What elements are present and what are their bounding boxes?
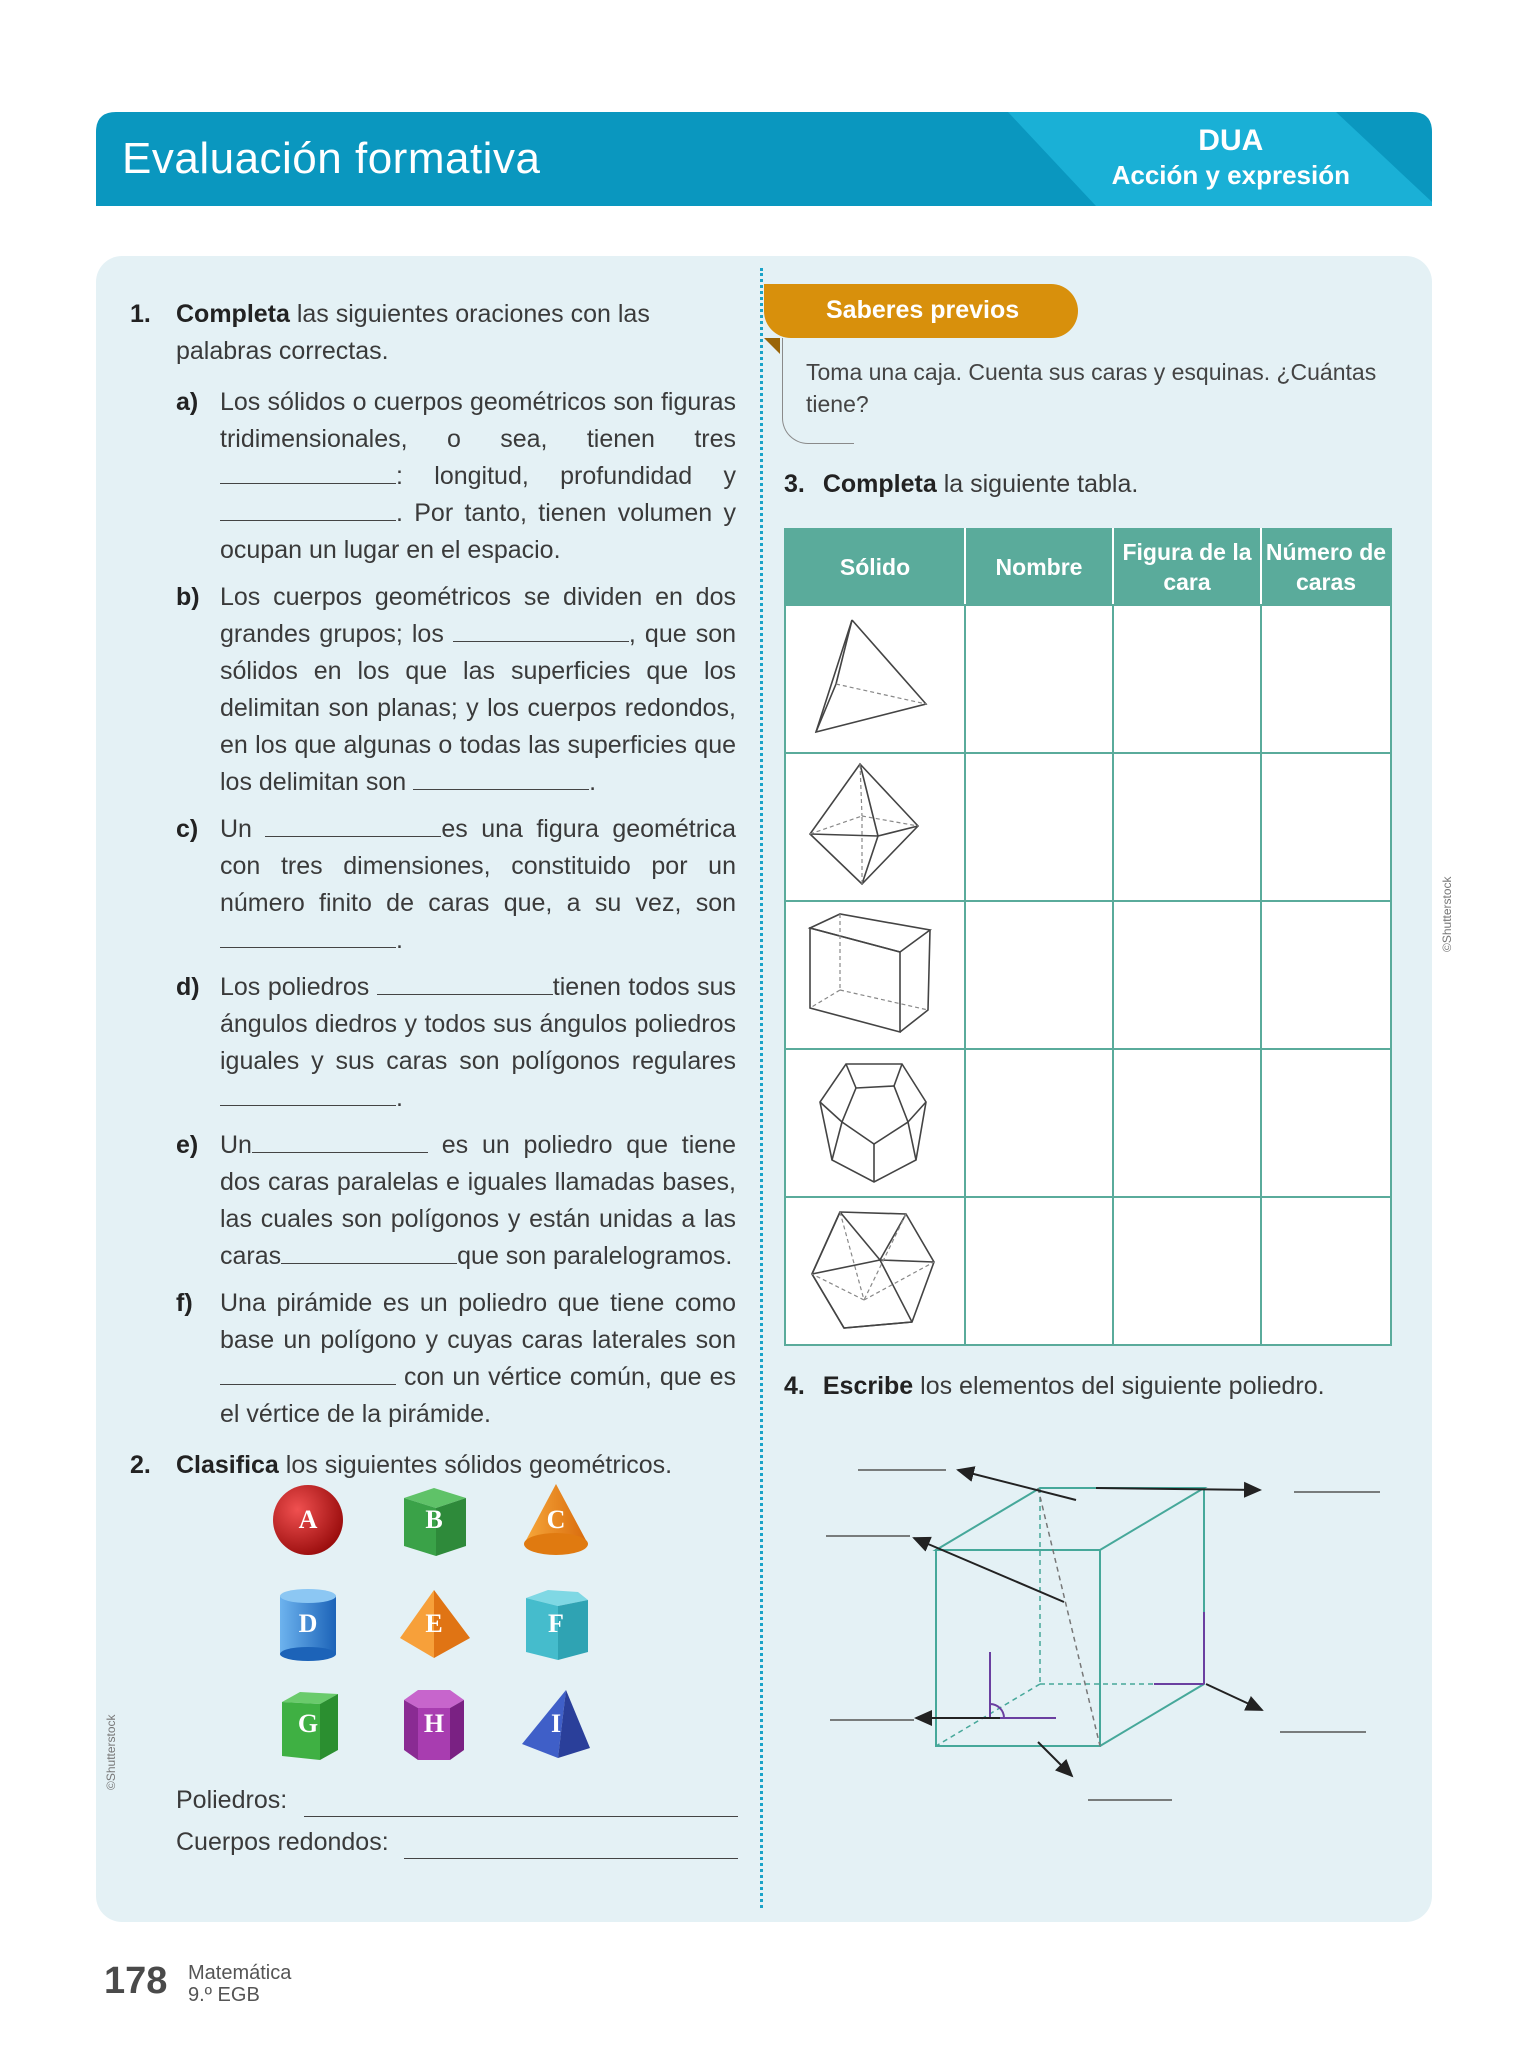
solid-e-pyramid <box>396 1586 472 1662</box>
saberes-previos-text: Toma una caja. Cuenta sus caras y esquinas. ¿Cuántas tiene? <box>806 359 1377 417</box>
question-1-text: las siguientes oraciones con las palabras correctas. <box>176 300 650 365</box>
solid-label: I <box>550 1709 562 1738</box>
question-3-heading <box>784 470 1138 499</box>
item-text: . <box>396 926 403 954</box>
dua-subtitle: Acción y expresión <box>1111 160 1350 190</box>
item-text: Un <box>220 815 266 843</box>
answer-cell[interactable] <box>965 1197 1113 1345</box>
solid-label: H <box>423 1709 445 1738</box>
answer-cell[interactable] <box>1113 1049 1261 1197</box>
answer-blank[interactable] <box>252 1129 428 1153</box>
answer-blank[interactable] <box>220 460 396 484</box>
answer-cell[interactable] <box>1113 753 1261 901</box>
solid-g-prism <box>270 1686 346 1762</box>
answer-cell[interactable] <box>1261 753 1391 901</box>
tetrahedron-drawing <box>800 612 950 742</box>
solid-h-prism <box>396 1686 472 1762</box>
item-text: . Por tanto, tienen volumen y ocupan un lugar en el espacio. <box>220 499 736 564</box>
answer-blank[interactable] <box>377 971 553 995</box>
solid-image-icosahedron <box>785 1197 965 1345</box>
redondos-answer-row <box>176 1828 389 1857</box>
dua-label: DUA <box>1198 124 1264 157</box>
question-4-heading <box>784 1372 1325 1401</box>
question-3-text: la siguiente tabla. <box>936 470 1139 498</box>
item-text: tienen todos sus ángulos diedros y todos sus ángulos poliedros iguales y sus caras son polígonos regulares <box>220 973 736 1075</box>
item-letter: b) <box>176 583 200 611</box>
item-text: . <box>589 768 597 796</box>
solid-label: C <box>546 1505 566 1534</box>
answer-blank[interactable] <box>220 1082 396 1106</box>
question-1-heading <box>130 296 736 370</box>
question-4-text: los elementos del siguiente poliedro. <box>913 1372 1325 1400</box>
item-letter: e) <box>176 1131 199 1159</box>
icosahedron-drawing <box>800 1204 950 1334</box>
solid-c-cone <box>518 1482 594 1558</box>
question-1b <box>130 579 736 801</box>
answer-cell[interactable] <box>1261 1197 1391 1345</box>
left-column <box>130 296 736 1484</box>
image-credit-left: ©Shutterstock <box>104 1714 118 1790</box>
answer-blank[interactable] <box>220 497 396 521</box>
solid-image-cube <box>785 901 965 1049</box>
item-text: Los cuerpos geométricos se dividen en dos grandes grupos; los <box>220 583 736 648</box>
question-1-number: 1. <box>130 300 151 328</box>
redondos-answer-line[interactable] <box>404 1858 738 1859</box>
item-text: que son paralelogramos. <box>457 1242 733 1270</box>
page-number: 178 <box>104 1960 168 2002</box>
question-3-number: 3. <box>784 470 805 498</box>
subject-name: Matemática <box>188 1962 292 1984</box>
question-2-heading <box>130 1447 736 1484</box>
table-header-row <box>785 529 1391 605</box>
question-2-text: los siguientes sólidos geométricos. <box>278 1451 673 1479</box>
answer-cell[interactable] <box>1261 1049 1391 1197</box>
column-divider <box>760 268 763 1908</box>
item-text: : longitud, profundidad y <box>396 462 736 490</box>
question-1d <box>130 969 736 1117</box>
grade-level: 9.º EGB <box>188 1984 260 2006</box>
footer-subject <box>188 1962 291 2006</box>
poliedros-answer-line[interactable] <box>304 1816 738 1817</box>
answer-cell[interactable] <box>1113 605 1261 753</box>
answer-cell[interactable] <box>965 753 1113 901</box>
solid-i-pyramid <box>518 1686 594 1762</box>
column-header-numero: Número de caras <box>1261 529 1391 605</box>
solids-table <box>784 528 1392 1346</box>
dua-badge <box>1112 124 1350 191</box>
answer-cell[interactable] <box>965 605 1113 753</box>
question-2-number: 2. <box>130 1451 151 1479</box>
item-text: es un poliedro que tiene dos caras paralelas e iguales llamadas bases, las cuales son polígonos y están unidas a las caras <box>220 1131 736 1270</box>
solid-a-sphere <box>270 1482 346 1558</box>
header-banner <box>96 112 1432 206</box>
answer-cell[interactable] <box>1261 901 1391 1049</box>
question-2-verb: Clasifica <box>176 1451 279 1479</box>
table-row <box>785 753 1391 901</box>
answer-blank[interactable] <box>281 1240 457 1264</box>
item-text: es una figura geométrica con tres dimensiones, constituido por un número finito de caras que, a su vez, son <box>220 815 736 917</box>
answer-cell[interactable] <box>965 1049 1113 1197</box>
table-row <box>785 1049 1391 1197</box>
table-row <box>785 1197 1391 1345</box>
item-text: con un vértice común, que es el vértice de la pirámide. <box>220 1363 736 1428</box>
question-4-verb: Escribe <box>822 1372 914 1400</box>
cube-drawing <box>800 908 950 1038</box>
solid-b-cube <box>396 1482 472 1558</box>
solid-label: E <box>425 1609 443 1638</box>
column-header-solido: Sólido <box>785 529 965 605</box>
column-header-nombre: Nombre <box>965 529 1113 605</box>
answer-cell[interactable] <box>1113 1197 1261 1345</box>
question-1a <box>130 384 736 569</box>
table-row <box>785 605 1391 753</box>
question-1e <box>130 1127 736 1275</box>
solid-label: D <box>298 1609 318 1638</box>
answer-cell[interactable] <box>1113 901 1261 1049</box>
solid-image-dodecahedron <box>785 1049 965 1197</box>
answer-blank[interactable] <box>220 924 396 948</box>
solid-d-cylinder <box>270 1586 346 1662</box>
solids-grid <box>270 1482 600 1762</box>
item-text: Un <box>220 1131 252 1159</box>
dodecahedron-drawing <box>800 1056 950 1186</box>
question-4-number: 4. <box>784 1372 805 1400</box>
polyhedron-elements-diagram <box>790 1440 1380 1830</box>
solid-label: B <box>425 1505 443 1534</box>
item-text: Los sólidos o cuerpos geométricos son figuras tridimensionales, o sea, tienen tres <box>220 388 736 453</box>
answer-blank[interactable] <box>453 618 629 642</box>
saberes-corner <box>764 338 780 354</box>
redondos-label: Cuerpos redondos: <box>176 1828 389 1856</box>
solid-label: F <box>548 1609 564 1638</box>
solid-f-prism <box>518 1586 594 1662</box>
solid-label: A <box>298 1505 318 1534</box>
item-text: , que son sólidos en los que las superficies que los delimitan son planas; y los cuerpos redondos, en los que algunas o todas las superficies que los delimitan son <box>220 620 737 796</box>
poliedros-answer-row <box>176 1786 287 1815</box>
image-credit-right: ©Shutterstock <box>1440 876 1454 952</box>
column-header-figura: Figura de la cara <box>1113 529 1261 605</box>
question-3-verb: Completa <box>822 470 937 498</box>
answer-blank[interactable] <box>265 813 441 837</box>
answer-blank[interactable] <box>220 1361 396 1385</box>
question-1f <box>130 1285 736 1433</box>
answer-blank[interactable] <box>413 766 589 790</box>
page-title: Evaluación formativa <box>122 134 541 183</box>
solid-label: G <box>297 1709 319 1738</box>
item-text: Una pirámide es un poliedro que tiene como base un polígono y cuyas caras laterales son <box>220 1289 736 1354</box>
saberes-previos-tab: Saberes previos <box>764 284 1078 338</box>
item-letter: f) <box>176 1289 193 1317</box>
item-letter: c) <box>176 815 199 843</box>
solid-image-tetrahedron <box>785 605 965 753</box>
item-text: . <box>396 1084 403 1112</box>
item-letter: d) <box>176 973 200 1001</box>
question-1c <box>130 811 736 959</box>
table-row <box>785 901 1391 1049</box>
poliedros-label: Poliedros: <box>176 1786 288 1814</box>
question-1-verb: Completa <box>176 300 290 328</box>
item-letter: a) <box>176 388 199 416</box>
item-text: Los poliedros <box>220 973 377 1001</box>
answer-cell[interactable] <box>1261 605 1391 753</box>
octahedron-drawing <box>800 760 950 890</box>
answer-cell[interactable] <box>965 901 1113 1049</box>
solid-image-octahedron <box>785 753 965 901</box>
